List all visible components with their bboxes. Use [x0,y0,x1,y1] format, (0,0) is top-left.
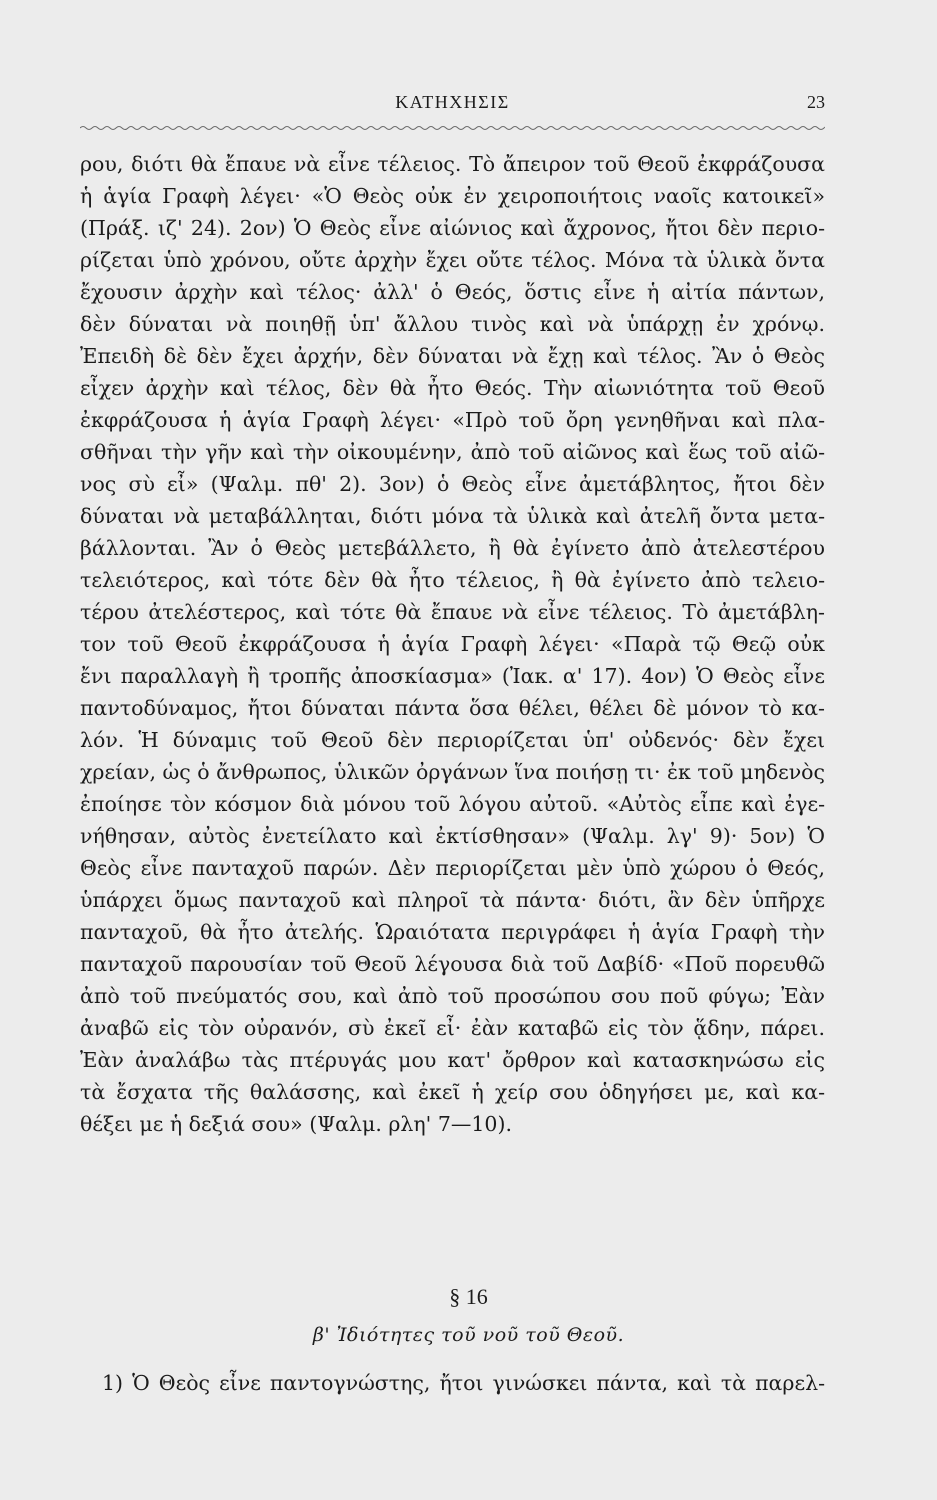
text-line: ὑπάρχει ὅμως πανταχοῦ καὶ πληροῖ τὰ πάντα· διότι, ἂν δὲν ὑπῆρχε [80,888,825,912]
text-line: δύναται νὰ μεταβάλληται, διότι μόνα τὰ ὑλικὰ καὶ ἀτελῆ ὄντα μετα- [80,504,825,528]
text-line: νος σὺ εἶ» (Ψαλμ. πθ' 2). 3ον) ὁ Θεὸς εἶνε ἀμετάβλητος, ἤτοι δὲν [80,472,825,496]
text-line: παντοδύναμος, ἤτοι δύναται πάντα ὅσα θέλει, θέλει δὲ μόνον τὸ κα- [80,696,825,720]
text-line: λόν. Ἡ δύναμις τοῦ Θεοῦ δὲν περιορίζεται ὑπ' οὐδενός· δὲν ἔχει [80,728,825,752]
body-text [80,148,825,1140]
text-line: ἡ ἁγία Γραφὴ λέγει· «Ὁ Θεὸς οὐκ ἐν χειροποιήτοις ναοῖς κατοικεῖ» [80,184,825,208]
text-line: ρίζεται ὑπὸ χρόνου, οὔτε ἀρχὴν ἔχει οὔτε τέλος. Μόνα τὰ ὑλικὰ ὄντα [80,248,825,272]
text-line: πανταχοῦ, θὰ ἦτο ἀτελής. Ὡραιότατα περιγράφει ἡ ἁγία Γραφὴ τὴν [80,920,825,944]
text-line: σθῆναι τὴν γῆν καὶ τὴν οἰκουμένην, ἀπὸ τοῦ αἰῶνος καὶ ἕως τοῦ αἰῶ- [80,440,825,464]
text-line: βάλλονται. Ἂν ὁ Θεὸς μετεβάλλετο, ἢ θὰ ἐγίνετο ἀπὸ ἀτελεστέρου [80,536,825,560]
text-line: ἐποίησε τὸν κόσμον διὰ μόνου τοῦ λόγου αὐτοῦ. «Αὐτὸς εἶπε καὶ ἐγε- [80,792,825,816]
page-header [80,92,825,122]
text-line: τὰ ἔσχατα τῆς θαλάσσης, καὶ ἐκεῖ ἡ χείρ σου ὁδηγήσει με, καὶ κα- [80,1080,825,1104]
text-line: θέξει με ἡ δεξιά σου» (Ψαλμ. ρλη' 7—10). [80,1112,512,1136]
text-line: Ἐπειδὴ δὲ δὲν ἔχει ἀρχήν, δὲν δύναται νὰ ἔχῃ καὶ τέλος. Ἂν ὁ Θεὸς [80,344,825,368]
text-line: Θεὸς εἶνε πανταχοῦ παρών. Δὲν περιορίζεται μὲν ὑπὸ χώρου ὁ Θεός, [80,856,825,880]
running-title: ΚΑΤΗΧΗΣΙΣ [395,92,510,112]
text-line: (Πράξ. ιζ' 24). 2ον) Ὁ Θεὸς εἶνε αἰώνιος καὶ ἄχρονος, ἤτοι δὲν περιο- [80,216,825,240]
text-line: τον τοῦ Θεοῦ ἐκφράζουσα ἡ ἁγία Γραφὴ λέγει· «Παρὰ τῷ Θεῷ οὐκ [80,632,825,656]
text-line: τέρου ἀτελέστερος, καὶ τότε θὰ ἔπαυε νὰ εἶνε τέλειος. Τὸ ἀμετάβλη- [80,600,825,624]
section-first-line: 1) Ὁ Θεὸς εἶνε παντογνώστης, ἤτοι γινώσκει πάντα, καὶ τὰ παρελ- [102,1371,825,1395]
text-line: τελειότερος, καὶ τότε δὲν θὰ ἦτο τέλειος, ἢ θὰ ἐγίνετο ἀπὸ τελειο- [80,568,825,592]
text-line: εἶχεν ἀρχὴν καὶ τέλος, δὲν θὰ ἦτο Θεός. Τὴν αἰωνιότητα τοῦ Θεοῦ [80,376,825,400]
text-line: ἐκφράζουσα ἡ ἁγία Γραφὴ λέγει· «Πρὸ τοῦ ὄρη γενηθῆναι καὶ πλα- [80,408,825,432]
text-line: ἀναβῶ εἰς τὸν οὐρανόν, σὺ ἐκεῖ εἶ· ἐὰν καταβῶ εἰς τὸν ᾅδην, πάρει. [80,1016,825,1040]
text-line: πανταχοῦ παρουσίαν τοῦ Θεοῦ λέγουσα διὰ τοῦ Δαβίδ· «Ποῦ πορευθῶ [80,952,825,976]
text-line: ἀπὸ τοῦ πνεύματός σου, καὶ ἀπὸ τοῦ προσώπου σου ποῦ φύγω; Ἐὰν [80,984,825,1008]
section-title: β' Ἰδιότητες τοῦ νοῦ τοῦ Θεοῦ. [312,1324,625,1346]
text-line: νήθησαν, αὐτὸς ἐνετείλατο καὶ ἐκτίσθησαν» (Ψαλμ. λγ' 9)· 5ον) Ὁ [80,824,825,848]
text-line: ἔνι παραλλαγὴ ἢ τροπῆς ἀποσκίασμα» (Ἰακ. α' 17). 4ον) Ὁ Θεὸς εἶνε [80,664,825,688]
text-line: Ἐὰν ἀναλάβω τὰς πτέρυγάς μου κατ' ὄρθρον καὶ κατασκηνώσω εἰς [80,1048,825,1072]
text-line: χρείαν, ὡς ὁ ἄνθρωπος, ὑλικῶν ὀργάνων ἵνα ποιήσῃ τι· ἐκ τοῦ μηδενὸς [80,760,825,784]
header-wavy-rule [80,124,825,132]
text-line: ρου, διότι θὰ ἔπαυε νὰ εἶνε τέλειος. Τὸ ἄπειρον τοῦ Θεοῦ ἐκφράζουσα [80,152,825,176]
page-number: 23 [807,92,825,112]
text-line: ἔχουσιν ἀρχὴν καὶ τέλος· ἀλλ' ὁ Θεός, ὅστις εἶνε ἡ αἰτία πάντων, [80,280,825,304]
text-line: δὲν δύναται νὰ ποιηθῇ ὑπ' ἄλλου τινὸς καὶ νὰ ὑπάρχῃ ἐν χρόνῳ. [80,312,825,336]
section-mark: § 16 [449,1284,488,1309]
